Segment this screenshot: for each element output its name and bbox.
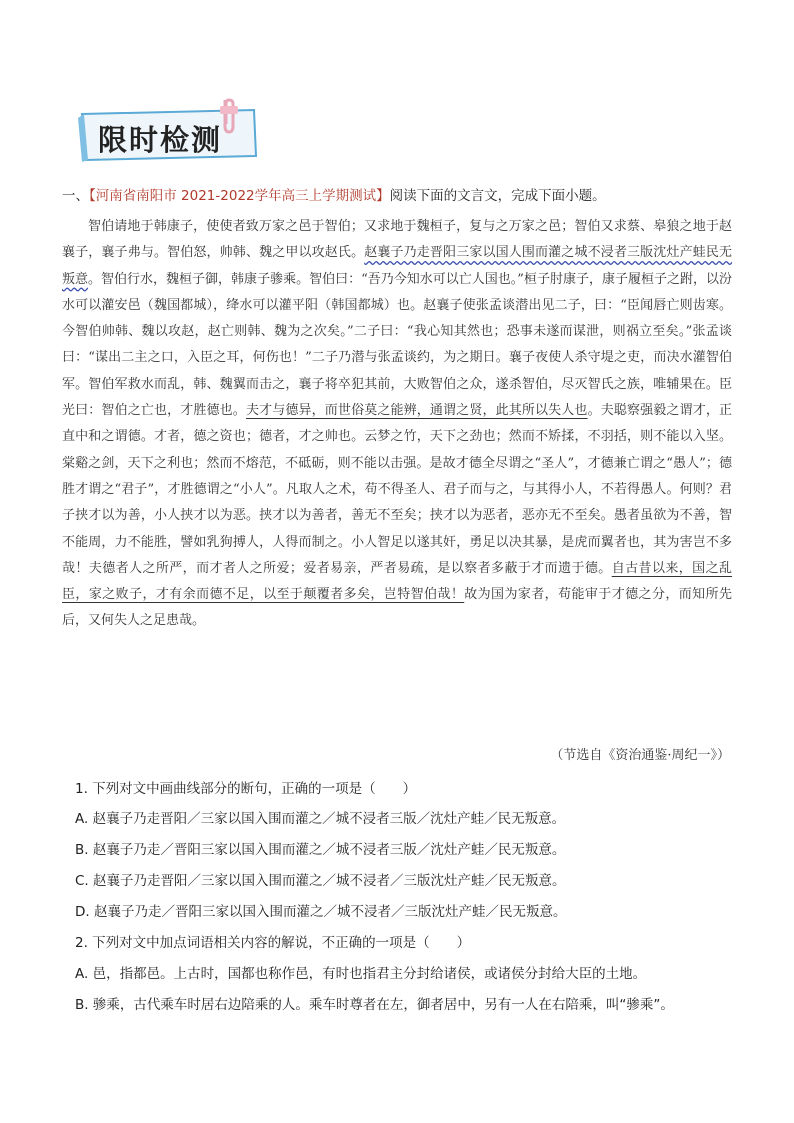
page-title: 限时检测 — [98, 123, 223, 157]
question-source: 【河南省南阳市 2021-2022学年高三上学期测试】 — [89, 188, 390, 204]
question-instruction: 阅读下面的文言文，完成下面小题。 — [389, 188, 606, 204]
classical-chinese-passage — [62, 214, 732, 635]
passage-text-3: 。夫聪察强毅之谓才，正直中和之谓德。才者，德之资也；德者，才之帅也。云梦之竹，天下之劲也；然而不矫揉，不羽括，则不能以入坚。棠谿之剑，天下之利也；然而不熔范，不砥砺，则不能以击强。是故才德全尽谓之“圣人”，才德兼亡谓之“愚人”；德胜才谓之“君子”，才胜德谓之“小人”。凡取人之术，苟不得圣人、君子而与之，与其得小人，不若得愚人。何则？君子挟才以为善，小人挟才以为恶。挟才以为善者，善无不至矣；挟才以为恶者，恶亦无不至矣。愚者虽欲为不善，智不能周，力不能胜，譬如乳狗搏人，人得而制之。小人智足以遂其奸，勇足以决其暴，是虎而翼者也，其为害岂不多哉！夫德者人之所严，而才者人之所爱；爱者易亲，严者易疏，是以察者多蔽于才而遗于德。 — [62, 403, 732, 576]
q2-option-b: B. 骖乘，古代乘车时居右边陪乘的人。乘车时尊者在左，御者居中，另有一人在右陪乘，叫“骖乘”。 — [75, 997, 674, 1013]
passage-credit: （节选自《资治通鉴·周纪一》） — [550, 748, 730, 763]
passage-text-4: 故为国为家者，苟能审于才德之分，而知所先后，又何失人之足患哉。 — [62, 587, 732, 629]
passage-paragraph — [62, 214, 732, 635]
question-heading — [62, 184, 606, 204]
q1-stem: 1. 下列对文中画曲线部分的断句，正确的一项是（ ） — [75, 781, 417, 797]
q1-option-b: B. 赵襄子乃走／晋阳三家以国入围而灌之／城不浸者三版／沈灶产蛙／民无叛意。 — [75, 842, 566, 858]
underlined-sentence-1: 夫才与德异，而世俗莫之能辨，通谓之贤，此其所以失人也 — [245, 403, 588, 419]
q1-option-d: D. 赵襄子乃走／晋阳三家以国入围而灌之／城不浸者／三版沈灶产蛙／民无叛意。 — [75, 904, 567, 920]
underlined-sentence-2: 自古昔以来，国之乱臣，家之败子，才有余而德不足，以至于颠覆者多矣，岂特智伯哉！ — [62, 560, 732, 603]
q2-option-a: A. 邑，指都邑。上古时，国都也称作邑，有时也指君主分封给诸侯，或诸侯分封给大臣的土地。 — [75, 966, 647, 982]
passage-text-1: 智伯请地于韩康子，使使者致万家之邑于智伯；又求地于魏桓子，复与之万家之邑；智伯又求蔡、皋狼之地于赵襄子，襄子弗与。智伯怒，帅韩、魏之甲以攻赵氏。 — [62, 219, 732, 261]
q1-option-a: A. 赵襄子乃走晋阳／三家以国入围而灌之／城不浸者三版／沈灶产蛙／民无叛意。 — [75, 811, 566, 827]
question-number: 一、 — [62, 188, 89, 204]
wavy-underlined-sentence: 赵襄子乃走晋阳三家以国人围而灌之城不浸者三版沈灶产蛙民无叛意 — [62, 245, 732, 287]
q1-option-c: C. 赵襄子乃走晋阳／三家以国入围而灌之／城不浸者／三版沈灶产蛙／民无叛意。 — [75, 873, 566, 889]
q2-stem: 2. 下列对文中加点词语相关内容的解说，不正确的一项是（ ） — [75, 935, 471, 951]
passage-text-2: 。智伯行水，魏桓子御，韩康子骖乘。智伯曰：“吾乃今知水可以亡人国也。”桓子肘康子，康子履桓子之跗，以汾水可以灌安邑（魏国都城），绛水可以灌平阳（韩国都城）也。赵襄子使张孟谈潜出见二子，曰：“臣闻唇亡则齿寒。今智伯帅韩、魏以攻赵，赵亡则韩、魏为之次矣。”二子曰：“我心知其然也；恐事未遂而谋泄，则祸立至矣。”张孟谈曰：“谋出二主之口，入臣之耳，何伤也！”二子乃潜与张孟谈约，为之期日。襄子夜使人杀守堤之吏，而决水灌智伯军。智伯军救水而乱，韩、魏翼而击之，襄子将卒犯其前，大败智伯之众，遂杀智伯，尽灭智氏之族，唯辅果在。臣光曰：智伯之亡也，才胜德也。 — [62, 271, 732, 419]
